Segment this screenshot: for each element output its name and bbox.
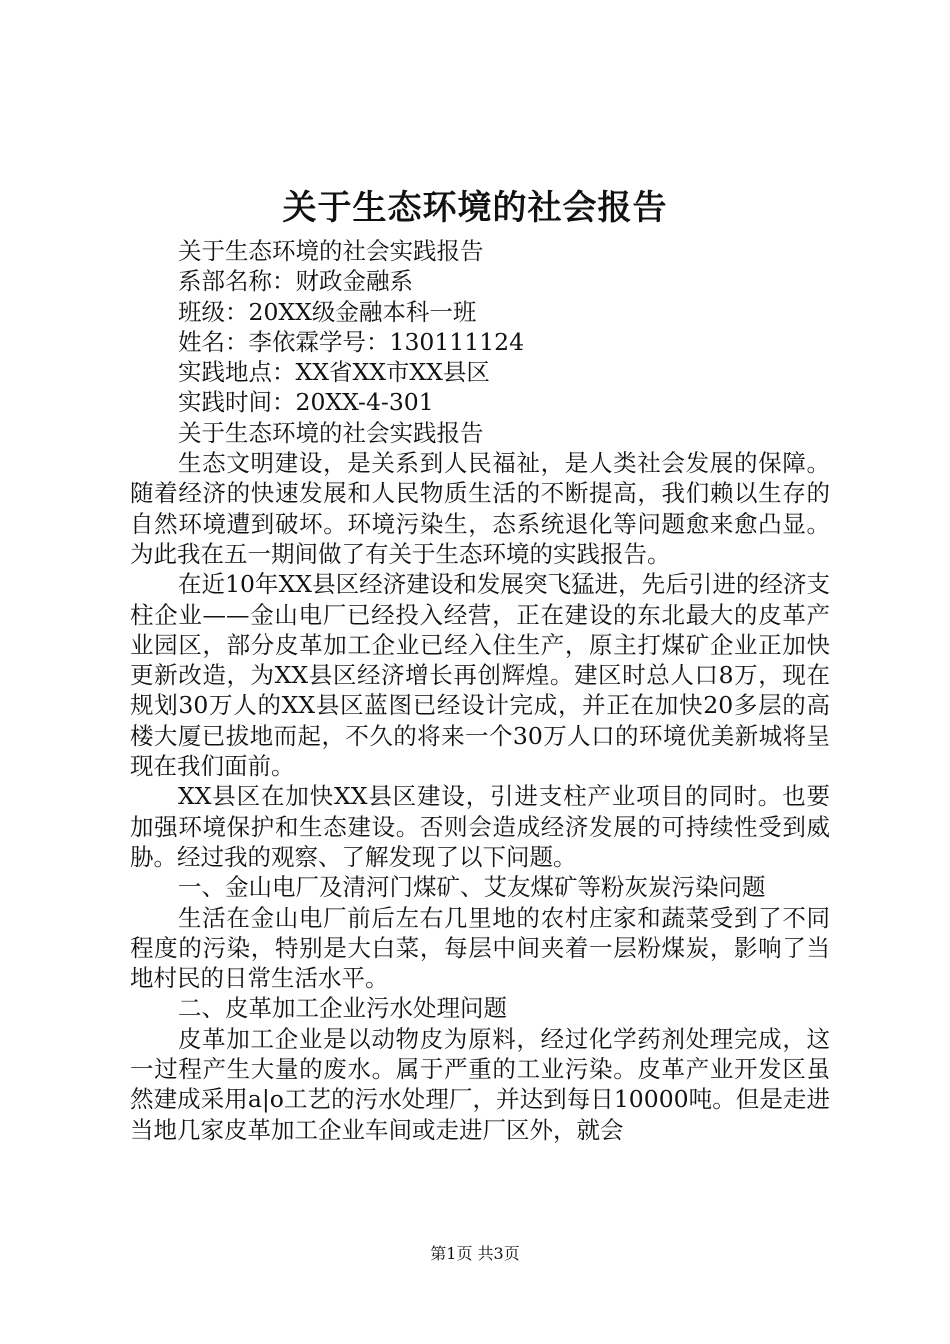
location-line: 实践地点：XX省XX市XX县区: [178, 358, 490, 387]
time-line: 实践时间：20XX-4-301: [178, 388, 434, 417]
name-id-line: 姓名：李依霖学号：130111124: [178, 327, 525, 356]
paragraph-section-1: 生活在金山电厂前后左右几里地的农村庄家和蔬菜受到了不同程度的污染，特别是大白菜，每层中间夹着一层粉煤炭，影响了当地村民的日常生活水平。: [130, 903, 830, 993]
page-footer: 第1页 共3页: [430, 1244, 520, 1263]
paragraph-development: 在近10年XX县区经济建设和发展突飞猛进，先后引进的经济支柱企业——金山电厂已经投入经营，正在建设的东北最大的皮革产业园区，部分皮革加工企业已经入住生产，原主打煤矿企业正加快更新改造，为XX县区经济增长再创辉煌。建区时总人口8万，现在规划30万人的XX县区蓝图已经设计完成，并正在加快20多层的高楼大厦已拔地而起，不久的将来一个30万人口的环境优美新城将呈现在我们面前。: [130, 570, 830, 781]
paragraph-problems-intro: XX县区在加快XX县区建设，引进支柱产业项目的同时。也要加强环境保护和生态建设。否则会造成经济发展的可持续性受到威胁。经过我的观察、了解发现了以下问题。: [130, 782, 830, 871]
department-line: 系部名称：财政金融系: [178, 267, 413, 296]
report-heading-line: 关于生态环境的社会实践报告: [178, 237, 484, 265]
document-body: [130, 236, 830, 1145]
report-subheading-line: 关于生态环境的社会实践报告: [178, 418, 484, 447]
paragraph-intro: 生态文明建设，是关系到人民福祉，是人类社会发展的保障。随着经济的快速发展和人民物质生活的不断提高，我们赖以生存的自然环境遭到破坏。环境污染生，态系统退化等问题愈来愈凸显。为此我在五一期间做了有关于生态环境的实践报告。: [130, 449, 830, 568]
class-line: 班级：20XX级金融本科一班: [178, 297, 477, 326]
section-heading-1: 一、金山电厂及清河门煤矿、艾友煤矿等粉灰炭污染问题: [178, 873, 766, 902]
section-heading-2: 二、皮革加工企业污水处理问题: [178, 994, 507, 1023]
document-title: 关于生态环境的社会报告: [282, 188, 668, 228]
paragraph-section-2: 皮革加工企业是以动物皮为原料，经过化学药剂处理完成，这一过程产生大量的废水。属于严重的工业污染。皮革产业开发区虽然建成采用a|o工艺的污水处理厂，并达到每日10000吨。但是走进当地几家皮革加工企业车间或走进厂区外，就会: [130, 1024, 830, 1144]
